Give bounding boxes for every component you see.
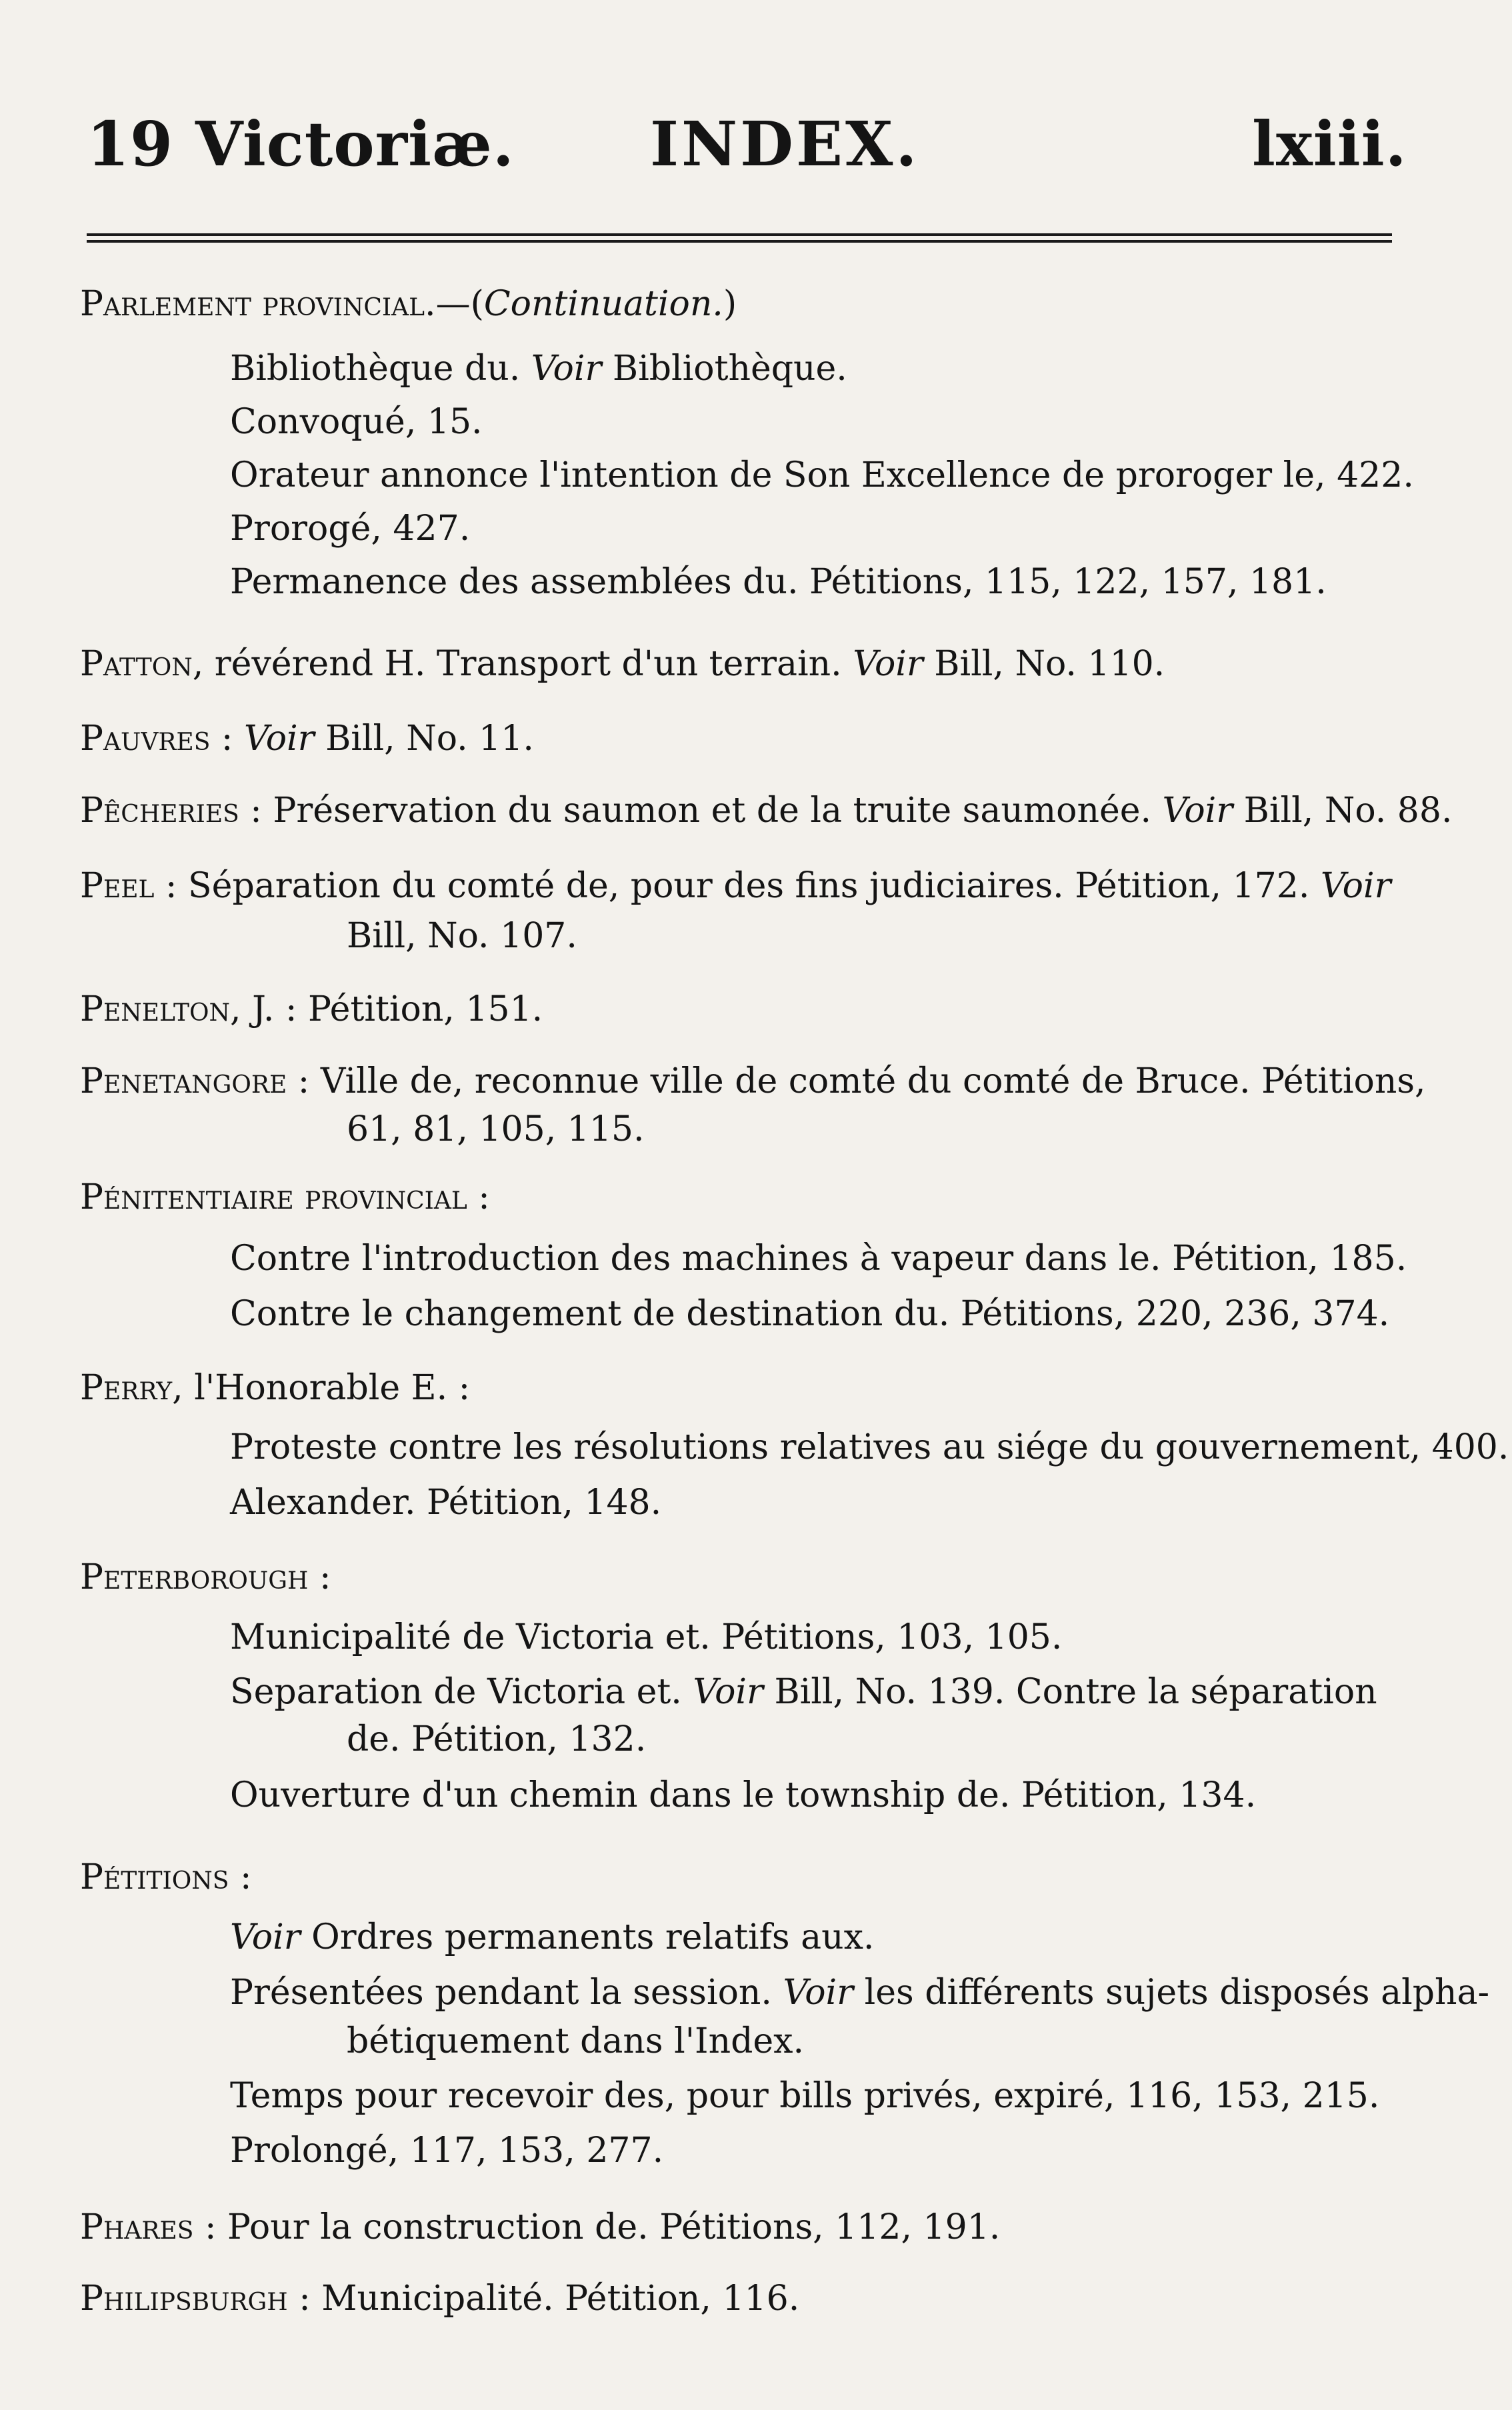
entry-heading-perry <box>80 1368 471 1408</box>
entry-pauvres <box>80 719 534 759</box>
entry-continuation: Bill, No. 107. <box>347 916 577 956</box>
entry-term: Pêcheries : <box>80 791 262 831</box>
subentry: Prolongé, 117, 153, 277. <box>230 2131 664 2171</box>
subentry: Contre le changement de destination du. Pétitions, 220, 236, 374. <box>230 1294 1390 1334</box>
voir-ref: Voir <box>853 644 923 684</box>
entry-term: Pauvres : <box>80 719 233 759</box>
entry-heading-peterborough <box>80 1557 331 1597</box>
entry-text: Préservation du saumon et de la truite saumonée. <box>273 791 1152 831</box>
entry-text: Ville de, reconnue ville de comté du comté de Bruce. Pétitions, <box>320 1061 1426 1101</box>
page-number: lxiii. <box>1252 108 1407 180</box>
entry-term: Penetangore : <box>80 1061 310 1101</box>
entry-peel <box>80 866 1391 906</box>
voir-ref: Voir <box>693 1672 763 1712</box>
subentry-ref: les différents sujets disposés alpha- <box>864 1973 1490 2013</box>
entry-term: Pétitions : <box>80 1857 252 1897</box>
running-head-left: 19 Victoriæ. <box>87 108 515 180</box>
entry-term: Philipsburgh : <box>80 2279 311 2319</box>
entry-pecheries <box>80 791 1453 831</box>
subentry: Permanence des assemblées du. Pétitions, 115, 122, 157, 181. <box>230 562 1327 602</box>
subentry-ref: Bill, No. 139. Contre la séparation <box>774 1672 1377 1712</box>
entry-text: Pétition, 151. <box>308 989 543 1029</box>
subentry <box>230 1917 875 1957</box>
subentry-text: Bibliothèque du. <box>230 349 521 389</box>
subentry <box>230 349 847 389</box>
continuation-note: Continuation. <box>483 284 723 324</box>
entry-term: Peterborough : <box>80 1557 331 1597</box>
subentry: Orateur annonce l'intention de Son Excellence de proroger le, 422. <box>230 455 1414 495</box>
entry-ref: Bill, No. 11. <box>325 719 534 759</box>
entry-text: Séparation du comté de, pour des fins judiciaires. Pétition, 172. <box>188 866 1310 906</box>
subentry <box>230 1672 1377 1712</box>
entry-term: Phares : <box>80 2207 217 2247</box>
subentry-text: Présentées pendant la session. <box>230 1973 772 2013</box>
entry-penelton <box>80 989 543 1029</box>
voir-ref: Voir <box>1162 791 1233 831</box>
entry-text: l'Honorable E. : <box>194 1368 471 1408</box>
entry-punct: ) <box>723 284 737 324</box>
subentry-continuation: bétiquement dans l'Index. <box>347 2021 805 2061</box>
subentry: Proteste contre les résolutions relatives au siége du gouvernement, 400. <box>230 1427 1509 1467</box>
subentry-text: Ordres permanents relatifs aux. <box>311 1917 875 1957</box>
subentry-ref: Bibliothèque. <box>612 349 847 389</box>
running-head-title: INDEX. <box>650 108 920 180</box>
entry-term: Pénitentiaire provincial : <box>80 1177 490 1217</box>
subentry: Contre l'introduction des machines à vapeur dans le. Pétition, 185. <box>230 1239 1407 1279</box>
entry-philipsburgh <box>80 2279 800 2319</box>
entry-term: Perry, <box>80 1368 183 1408</box>
voir-ref: Voir <box>230 1917 301 1957</box>
entry-heading-penitentiaire <box>80 1177 490 1217</box>
subentry: Ouverture d'un chemin dans le township de. Pétition, 134. <box>230 1775 1257 1815</box>
voir-ref: Voir <box>1320 866 1391 906</box>
entry-continuation: 61, 81, 105, 115. <box>347 1109 645 1149</box>
subentry: Temps pour recevoir des, pour bills privés, expiré, 116, 153, 215. <box>230 2076 1380 2116</box>
entry-penetangore <box>80 1061 1426 1101</box>
entry-text: Pour la construction de. Pétitions, 112, 191. <box>227 2207 1001 2247</box>
entry-heading-petitions <box>80 1857 252 1897</box>
entry-term: Patton, <box>80 644 204 684</box>
subentry-text: Separation de Victoria et. <box>230 1672 682 1712</box>
entry-patton <box>80 644 1165 684</box>
voir-ref: Voir <box>531 349 602 389</box>
entry-text: Municipalité. Pétition, 116. <box>321 2279 800 2319</box>
voir-ref: Voir <box>783 1973 854 2013</box>
subentry: Prorogé, 427. <box>230 509 471 549</box>
header-rule-top <box>87 233 1392 236</box>
entry-term: Penelton, J. : <box>80 989 297 1029</box>
subentry: Municipalité de Victoria et. Pétitions, 103, 105. <box>230 1617 1063 1657</box>
entry-term: Peel : <box>80 866 177 906</box>
entry-term: Parlement provincial. <box>80 284 436 324</box>
entry-ref: Bill, No. 110. <box>934 644 1165 684</box>
entry-punct: —( <box>435 284 484 324</box>
entry-heading-parlement <box>80 284 737 324</box>
subentry: Convoqué, 15. <box>230 402 483 442</box>
entry-ref: Bill, No. 88. <box>1243 791 1453 831</box>
subentry: Alexander. Pétition, 148. <box>230 1483 662 1523</box>
entry-phares <box>80 2207 1001 2247</box>
subentry-continuation: de. Pétition, 132. <box>347 1719 647 1759</box>
header-rule-bottom <box>87 240 1392 243</box>
voir-ref: Voir <box>243 719 315 759</box>
subentry <box>230 1973 1490 2013</box>
entry-text: révérend H. Transport d'un terrain. <box>214 644 842 684</box>
